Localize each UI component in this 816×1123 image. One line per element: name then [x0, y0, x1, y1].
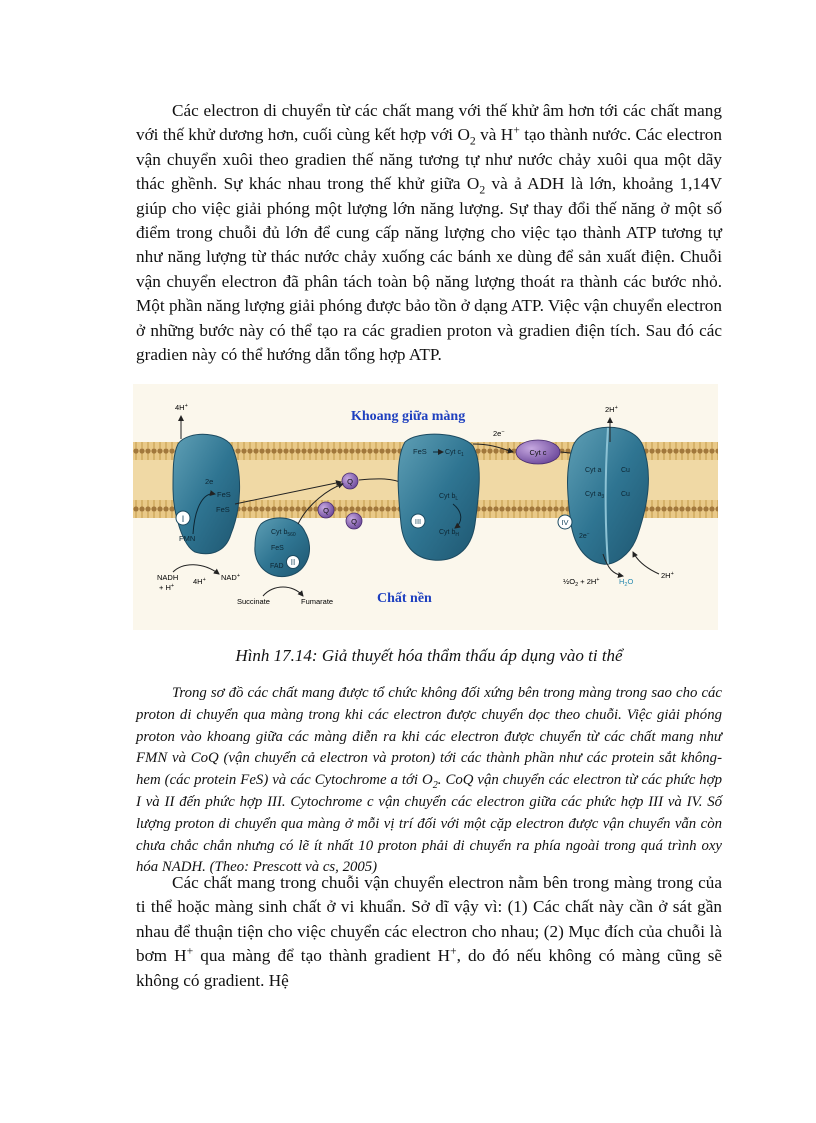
note-text-2: . CoQ vận chuyển các electron từ các phức hợp I và II đến phức hợp III. Cytochrome c vận chuyển các electron giữa các phức hợp III và IV. Số lượng proton di chuyển qua màng ở mỗi vị trí đối với một cặp electron được vận chuyển vẫn còn chưa chắc chắn nhưng có lẽ ít nhất 10 proton phải di chuyển ra phía ngoài trong quá trình oxy hóa NADH. (Theo: Prescott và cs, 2005) [136, 772, 722, 876]
q-label-3: Q [351, 517, 357, 526]
succinate-label: Succinate [237, 597, 270, 606]
p1-sup-1: + [513, 123, 520, 137]
nad-label: NAD+ [221, 573, 241, 582]
h2-right-label: 2H+ [661, 571, 674, 580]
cyt-a-label: Cyt a [585, 467, 602, 474]
oxygen-label: $\frac{1}{2}O_2 + 2H^+$ [563, 577, 600, 588]
fmn-label: FMN [179, 534, 196, 543]
fad-label: FAD [270, 563, 284, 570]
complex-3 [398, 434, 479, 560]
complex-2 [255, 518, 310, 577]
nadh-label: NADH [157, 573, 179, 582]
fes-label-1: FeS [217, 490, 231, 499]
p3-text-1: Các chất mang trong chuỗi vận chuyển electron nằm bên trong màng trong của ti thể hoặc màng sinh chất ở vi khuẩn. Sở dĩ vậy vì: (1) Các chất này cần ở sát gần nhau để thuận tiện cho việc chuyển các electron cho nhau; (2) Mục đích của chuỗi là bơm H [136, 873, 722, 966]
complex-1-label: I [181, 514, 185, 524]
matrix-label: Chất nền [377, 591, 432, 606]
paragraph-carrier-location [136, 871, 722, 993]
fes-label-4: FeS [413, 447, 427, 456]
fes-label-3: FeS [271, 545, 284, 552]
electron-label-3: 2e− [579, 531, 590, 540]
p3-text-2: qua màng để tạo thành gradient H [193, 946, 451, 966]
h4-bottom-label: 4H+ [193, 577, 206, 586]
fes-label-2: FeS [216, 505, 230, 514]
nadh-h-label: + H+ [159, 583, 175, 592]
note-sub-1: 2 [432, 780, 438, 792]
cyt-a3-label: Cyt $a_3$ [585, 491, 605, 500]
note-text-1: Trong sơ đồ các chất mang được tổ chức không đối xứng bên trong màng trong sao cho các proton di chuyển qua màng trong khi các electron được chuyển dọc theo chuỗi. Việc giải phóng proton vào khoang giữa các màng diễn ra khi các electron được chuyển từ các chất mang như FMN và CoQ (vận chuyển cả electron và proton) tới các thành phần như các protein sắt không-hem (các protein FeS) và các Cytochrome a tới O [136, 685, 722, 789]
q-label-2: Q [323, 506, 329, 515]
p1-sub-1: 2 [469, 134, 476, 148]
water-label: $H_2O$ [619, 577, 634, 588]
p1-text-3: tạo thành nước. Các electron vận chuyển xuôi theo gradien thế năng tương tự như nước chảy xuôi qua một dãy thác ghềnh. Sự khác nhau trong thế khử giữa O [136, 125, 722, 194]
h2-top-label: 2H+ [605, 405, 618, 414]
cyt-c1-label: Cyt $c_1$ [445, 449, 464, 458]
electron-label-2: 2e− [493, 429, 505, 438]
p1-text-4: và ả ADH là lớn, khoảng 1,14V giúp cho việc giải phóng một lượng lớn năng lượng. Sự thay đổi thế năng ở một số điểm trong chuỗi đủ lớn để cung cấp năng lượng cho việc tạo thành ATP tương tự như năng lượng từ thác nước chảy xuống các bánh xe dùng để sản xuất điện. Chuỗi vận chuyển electron đã phân tách toàn bộ năng lượng thoát ra thành các bước nhỏ. Một phần năng lượng giải phóng được bảo tồn ở dạng ATP. Việc vận chuyển electron ở những bước này có thể tạo ra các gradien proton và gradien điện tích. Sau đó các gradien này có thể hướng dẫn tổng hợp ATP. [136, 174, 722, 365]
figure-note [136, 683, 722, 879]
p3-sup-1: + [186, 944, 194, 958]
intermembrane-space-label: Khoang giữa màng [351, 409, 466, 424]
p3-text-3: , do đó nếu không có màng cũng sẽ không có gradient. Hệ [136, 946, 723, 990]
p1-text-2: và H [475, 125, 514, 145]
paragraph-electron-transport [136, 99, 722, 367]
complex-3-label: III [414, 517, 422, 526]
p3-sup-2: + [450, 944, 457, 958]
p1-text-1: Các electron di chuyển từ các chất mang với thế khử âm hơn tới các chất mang với thế khử dương hơn, cuối cùng kết hợp với O [136, 101, 722, 145]
complex-1 [173, 434, 240, 553]
cu-label-1: Cu [621, 467, 630, 474]
electron-transport-chain-figure [133, 384, 718, 630]
figure-caption: Hình 17.14: Giả thuyết hóa thẩm thấu áp dụng vào ti thể [235, 646, 623, 665]
complex-4-label: IV [561, 518, 569, 527]
cyt-b560-label: Cyt $b_{560}$ [271, 529, 296, 538]
h4-top-label: 4H+ [175, 403, 188, 412]
p1-sub-2: 2 [479, 183, 486, 197]
q-label-1: Q [347, 477, 353, 486]
cu-label-2: Cu [621, 491, 630, 498]
cyt-bh-label: Cyt $b_H$ [439, 529, 459, 538]
electron-label-1: 2e [205, 477, 214, 486]
complex-2-label: II [290, 558, 296, 567]
cyt-bl-label: Cyt $b_L$ [439, 493, 459, 502]
cyt-c-label: Cyt c [529, 448, 547, 457]
cytochrome-c [516, 440, 560, 464]
fumarate-label: Fumarate [301, 597, 334, 606]
